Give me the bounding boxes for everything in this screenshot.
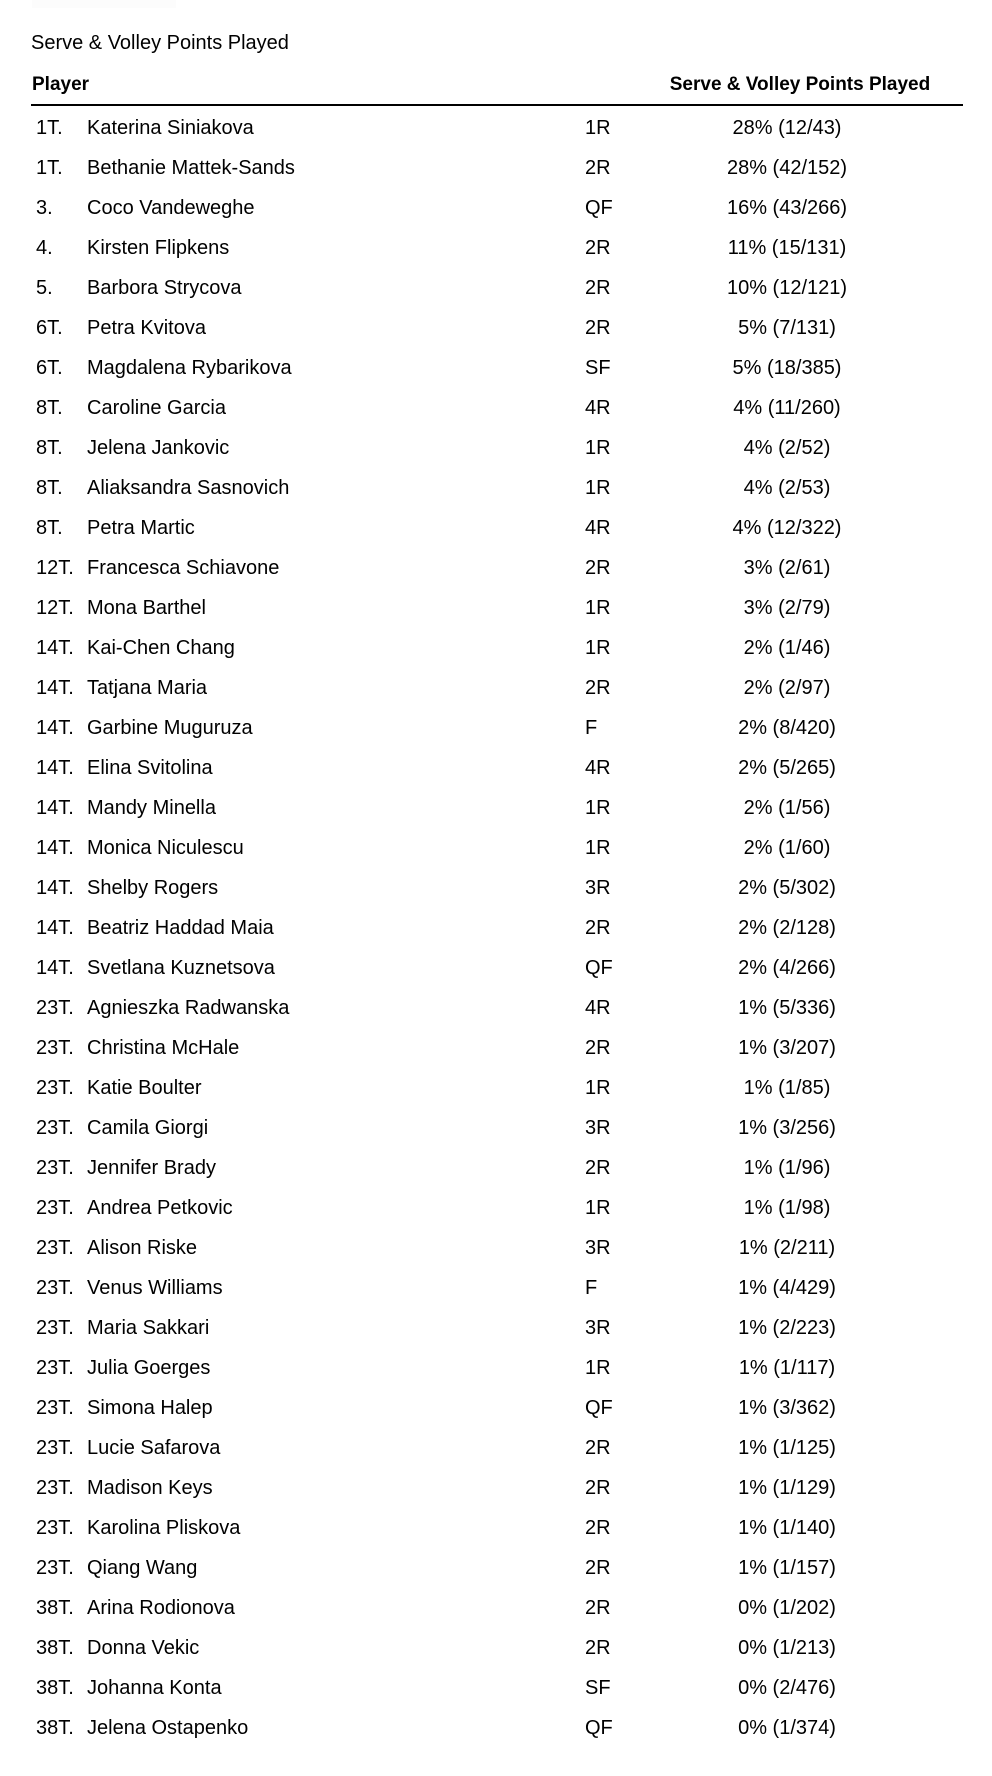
- player-rank: 3.: [36, 197, 53, 219]
- player-name: Jelena Jankovic: [87, 437, 230, 459]
- player-name: Magdalena Rybarikova: [87, 357, 292, 379]
- player-name: Madison Keys: [87, 1477, 213, 1499]
- table-row: [0, 628, 992, 668]
- table-row: [0, 268, 992, 308]
- round-reached: 3R: [585, 1117, 611, 1139]
- player-name: Aliaksandra Sasnovich: [87, 477, 290, 499]
- serve-volley-value: 2% (5/265): [738, 757, 836, 779]
- player-name: Monica Niculescu: [87, 837, 244, 859]
- table-row: [0, 1428, 992, 1468]
- round-reached: 1R: [585, 837, 611, 859]
- table-row: [0, 1348, 992, 1388]
- round-reached: F: [585, 1277, 598, 1299]
- player-name: Beatriz Haddad Maia: [87, 917, 274, 939]
- table-row: [0, 588, 992, 628]
- table-row: [0, 748, 992, 788]
- table-row: [0, 348, 992, 388]
- player-name: Petra Martic: [87, 517, 195, 539]
- player-name: Mandy Minella: [87, 797, 216, 819]
- player-rank: 1T.: [36, 117, 63, 139]
- column-header-player: Player: [32, 74, 90, 95]
- serve-volley-value: 2% (5/302): [738, 877, 836, 899]
- table-row: [0, 708, 992, 748]
- player-rank: 23T.: [36, 1237, 74, 1259]
- player-rank: 8T.: [36, 397, 63, 419]
- serve-volley-value: 0% (2/476): [738, 1677, 836, 1699]
- serve-volley-value: 1% (1/96): [743, 1157, 831, 1179]
- table-row: [0, 1708, 992, 1748]
- round-reached: QF: [585, 1717, 613, 1739]
- player-rank: 5.: [36, 277, 53, 299]
- player-rank: 23T.: [36, 1037, 74, 1059]
- player-name: Jelena Ostapenko: [87, 1717, 249, 1739]
- round-reached: 3R: [585, 877, 611, 899]
- player-rank: 23T.: [36, 1157, 74, 1179]
- player-name: Petra Kvitova: [87, 317, 206, 339]
- player-name: Francesca Schiavone: [87, 557, 280, 579]
- round-reached: 1R: [585, 1357, 611, 1379]
- serve-volley-value: 1% (1/85): [743, 1077, 831, 1099]
- table-row: [0, 1148, 992, 1188]
- round-reached: 2R: [585, 1157, 611, 1179]
- round-reached: 2R: [585, 317, 611, 339]
- round-reached: 2R: [585, 157, 611, 179]
- table-row: [0, 148, 992, 188]
- round-reached: 2R: [585, 1597, 611, 1619]
- player-name: Svetlana Kuznetsova: [87, 957, 275, 979]
- serve-volley-value: 2% (2/128): [738, 917, 836, 939]
- round-reached: 4R: [585, 997, 611, 1019]
- round-reached: 2R: [585, 277, 611, 299]
- table-row: [0, 908, 992, 948]
- round-reached: QF: [585, 197, 613, 219]
- round-reached: SF: [585, 1677, 611, 1699]
- player-name: Kirsten Flipkens: [87, 237, 230, 259]
- round-reached: 4R: [585, 397, 611, 419]
- round-reached: 2R: [585, 557, 611, 579]
- player-name: Donna Vekic: [87, 1637, 200, 1659]
- table-row: [0, 988, 992, 1028]
- serve-volley-value: 11% (15/131): [727, 237, 847, 259]
- round-reached: 2R: [585, 237, 611, 259]
- serve-volley-value: 1% (3/207): [738, 1037, 836, 1059]
- round-reached: 2R: [585, 677, 611, 699]
- table-row: [0, 668, 992, 708]
- round-reached: 1R: [585, 1197, 611, 1219]
- player-rank: 8T.: [36, 517, 63, 539]
- round-reached: 2R: [585, 1557, 611, 1579]
- table-row: [0, 1588, 992, 1628]
- serve-volley-value: 1% (1/98): [743, 1197, 831, 1219]
- serve-volley-value: 4% (12/322): [732, 517, 842, 539]
- table-row: [0, 428, 992, 468]
- serve-volley-value: 1% (1/125): [738, 1437, 836, 1459]
- player-rank: 14T.: [36, 837, 74, 859]
- serve-volley-value: 3% (2/79): [743, 597, 831, 619]
- player-rank: 14T.: [36, 877, 74, 899]
- serve-volley-value: 1% (2/211): [738, 1237, 836, 1259]
- table-row: [0, 1028, 992, 1068]
- player-name: Simona Halep: [87, 1397, 213, 1419]
- serve-volley-value: 2% (1/60): [743, 837, 831, 859]
- round-reached: 1R: [585, 117, 611, 139]
- table-row: [0, 228, 992, 268]
- table-row: [0, 388, 992, 428]
- serve-volley-value: 1% (1/157): [738, 1557, 836, 1579]
- player-name: Maria Sakkari: [87, 1317, 210, 1339]
- top-edge-fragment: [32, 0, 176, 8]
- round-reached: 1R: [585, 477, 611, 499]
- player-rank: 8T.: [36, 477, 63, 499]
- table-row: [0, 868, 992, 908]
- round-reached: QF: [585, 957, 613, 979]
- round-reached: 2R: [585, 1437, 611, 1459]
- serve-volley-value: 0% (1/374): [738, 1717, 836, 1739]
- round-reached: SF: [585, 357, 611, 379]
- round-reached: 1R: [585, 797, 611, 819]
- player-rank: 14T.: [36, 917, 74, 939]
- player-name: Elina Svitolina: [87, 757, 213, 779]
- serve-volley-value: 4% (11/260): [733, 397, 841, 419]
- round-reached: F: [585, 717, 598, 739]
- round-reached: 2R: [585, 1477, 611, 1499]
- player-rank: 23T.: [36, 997, 74, 1019]
- table-header: [31, 71, 963, 105]
- player-rank: 8T.: [36, 437, 63, 459]
- serve-volley-value: 1% (1/140): [738, 1517, 836, 1539]
- player-rank: 38T.: [36, 1637, 74, 1659]
- player-name: Venus Williams: [87, 1277, 223, 1299]
- player-name: Katie Boulter: [87, 1077, 202, 1099]
- serve-volley-value: 16% (43/266): [726, 197, 848, 219]
- player-rank: 14T.: [36, 677, 74, 699]
- player-rank: 1T.: [36, 157, 63, 179]
- player-rank: 38T.: [36, 1677, 74, 1699]
- table-row: [0, 1228, 992, 1268]
- table-row: [0, 1188, 992, 1228]
- player-rank: 14T.: [36, 637, 74, 659]
- player-name: Caroline Garcia: [87, 397, 226, 419]
- player-rank: 6T.: [36, 357, 63, 379]
- serve-volley-value: 2% (1/56): [743, 797, 831, 819]
- serve-volley-value: 2% (8/420): [738, 717, 836, 739]
- player-name: Katerina Siniakova: [87, 117, 254, 139]
- round-reached: 1R: [585, 597, 611, 619]
- serve-volley-value: 1% (3/256): [738, 1117, 836, 1139]
- table-row: [0, 108, 992, 148]
- player-rank: 23T.: [36, 1477, 74, 1499]
- round-reached: 2R: [585, 1517, 611, 1539]
- player-rank: 14T.: [36, 757, 74, 779]
- player-rank: 14T.: [36, 797, 74, 819]
- table-row: [0, 468, 992, 508]
- player-rank: 38T.: [36, 1597, 74, 1619]
- player-name: Lucie Safarova: [87, 1437, 221, 1459]
- round-reached: 4R: [585, 757, 611, 779]
- player-rank: 23T.: [36, 1317, 74, 1339]
- player-name: Johanna Konta: [87, 1677, 222, 1699]
- serve-volley-value: 4% (2/52): [743, 437, 831, 459]
- player-name: Mona Barthel: [87, 597, 206, 619]
- player-name: Karolina Pliskova: [87, 1517, 241, 1539]
- serve-volley-value: 0% (1/202): [738, 1597, 836, 1619]
- serve-volley-value: 3% (2/61): [743, 557, 831, 579]
- player-name: Camila Giorgi: [87, 1117, 209, 1139]
- player-name: Tatjana Maria: [87, 677, 208, 699]
- player-name: Qiang Wang: [87, 1557, 198, 1579]
- table-row: [0, 548, 992, 588]
- player-name: Bethanie Mattek-Sands: [87, 157, 295, 179]
- serve-volley-value: 5% (18/385): [732, 357, 842, 379]
- table-body: [0, 108, 992, 1748]
- serve-volley-value: 28% (42/152): [726, 157, 848, 179]
- table-row: [0, 1268, 992, 1308]
- round-reached: 2R: [585, 917, 611, 939]
- serve-volley-value: 1% (5/336): [738, 997, 836, 1019]
- player-rank: 23T.: [36, 1517, 74, 1539]
- player-rank: 14T.: [36, 957, 74, 979]
- player-name: Alison Riske: [87, 1237, 198, 1259]
- serve-volley-value: 0% (1/213): [738, 1637, 836, 1659]
- table-row: [0, 1108, 992, 1148]
- round-reached: 3R: [585, 1237, 611, 1259]
- serve-volley-value: 5% (7/131): [738, 317, 836, 339]
- player-name: Shelby Rogers: [87, 877, 219, 899]
- round-reached: 1R: [585, 437, 611, 459]
- serve-volley-value: 1% (1/117): [738, 1357, 836, 1379]
- table-row: [0, 308, 992, 348]
- player-rank: 12T.: [36, 597, 74, 619]
- table-row: [0, 508, 992, 548]
- page-title: Serve & Volley Points Played: [31, 32, 289, 54]
- player-rank: 23T.: [36, 1197, 74, 1219]
- table-row: [0, 1068, 992, 1108]
- round-reached: 2R: [585, 1037, 611, 1059]
- serve-volley-value: 1% (4/429): [738, 1277, 836, 1299]
- serve-volley-value: 10% (12/121): [726, 277, 848, 299]
- player-name: Arina Rodionova: [87, 1597, 235, 1619]
- header-divider: [31, 104, 963, 106]
- serve-volley-value: 1% (3/362): [738, 1397, 836, 1419]
- player-name: Kai-Chen Chang: [87, 637, 235, 659]
- table-row: [0, 1388, 992, 1428]
- serve-volley-value: 2% (1/46): [743, 637, 831, 659]
- player-rank: 12T.: [36, 557, 74, 579]
- serve-volley-value: 1% (2/223): [738, 1317, 836, 1339]
- player-rank: 6T.: [36, 317, 63, 339]
- player-name: Jennifer Brady: [87, 1157, 216, 1179]
- serve-volley-value: 4% (2/53): [743, 477, 831, 499]
- player-rank: 38T.: [36, 1717, 74, 1739]
- table-row: [0, 1308, 992, 1348]
- player-name: Coco Vandeweghe: [87, 197, 255, 219]
- player-name: Christina McHale: [87, 1037, 240, 1059]
- player-name: Agnieszka Radwanska: [87, 997, 290, 1019]
- player-rank: 23T.: [36, 1437, 74, 1459]
- player-rank: 23T.: [36, 1357, 74, 1379]
- player-rank: 23T.: [36, 1397, 74, 1419]
- round-reached: 3R: [585, 1317, 611, 1339]
- table-row: [0, 788, 992, 828]
- round-reached: 1R: [585, 1077, 611, 1099]
- round-reached: 1R: [585, 637, 611, 659]
- player-rank: 4.: [36, 237, 53, 259]
- table-row: [0, 828, 992, 868]
- player-name: Garbine Muguruza: [87, 717, 253, 739]
- table-row: [0, 1628, 992, 1668]
- round-reached: 2R: [585, 1637, 611, 1659]
- table-row: [0, 1548, 992, 1588]
- table-row: [0, 948, 992, 988]
- player-name: Andrea Petkovic: [87, 1197, 233, 1219]
- player-name: Barbora Strycova: [87, 277, 242, 299]
- player-rank: 23T.: [36, 1117, 74, 1139]
- serve-volley-value: 28% (12/43): [732, 117, 842, 139]
- player-rank: 14T.: [36, 717, 74, 739]
- serve-volley-value: 2% (2/97): [743, 677, 831, 699]
- serve-volley-value: 2% (4/266): [738, 957, 836, 979]
- round-reached: 4R: [585, 517, 611, 539]
- round-reached: QF: [585, 1397, 613, 1419]
- table-row: [0, 1668, 992, 1708]
- player-rank: 23T.: [36, 1077, 74, 1099]
- table-row: [0, 188, 992, 228]
- player-name: Julia Goerges: [87, 1357, 211, 1379]
- column-header-serve-volley: Serve & Volley Points Played: [669, 74, 931, 95]
- serve-volley-value: 1% (1/129): [738, 1477, 836, 1499]
- player-rank: 23T.: [36, 1557, 74, 1579]
- table-row: [0, 1468, 992, 1508]
- player-rank: 23T.: [36, 1277, 74, 1299]
- table-row: [0, 1508, 992, 1548]
